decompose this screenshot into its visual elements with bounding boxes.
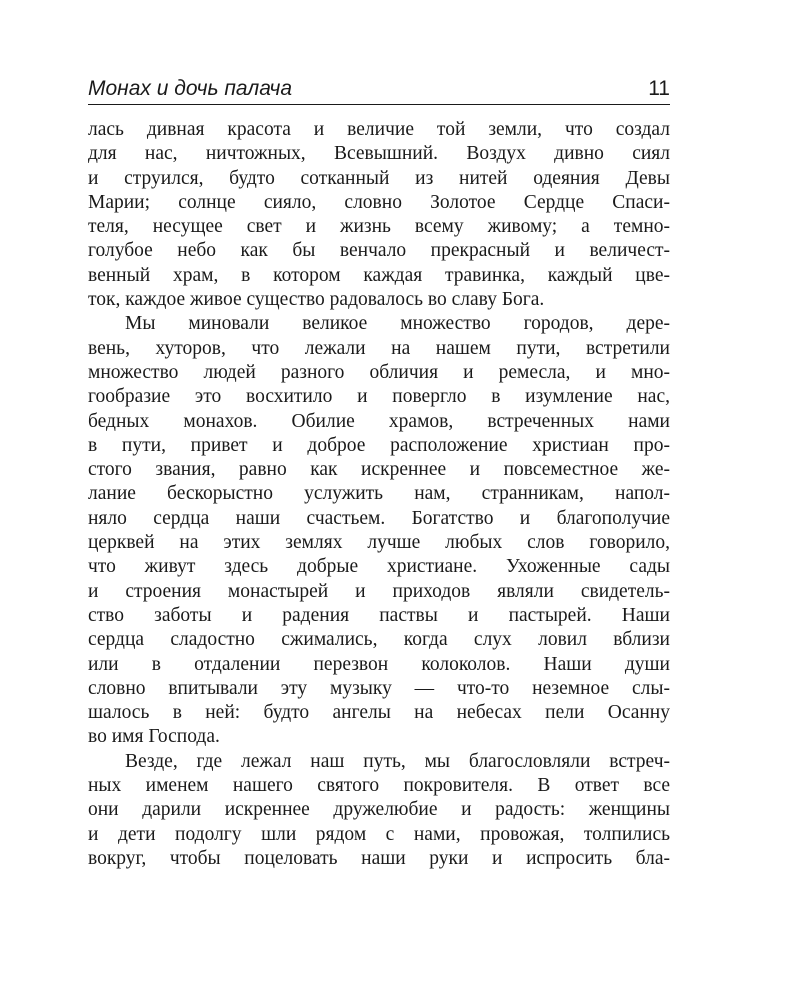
text-line: и струился, будто сотканный из нитей одеяния Девы [88,167,670,189]
page-header [88,76,670,105]
text-line: вокруг, чтобы поцеловать наши руки и испросить бла- [88,847,670,869]
text-line: что живут здесь добрые христиане. Ухоженные сады [88,556,670,578]
page-number: 11 [648,77,670,100]
text-line: бедных монахов. Обилие храмов, встреченных нами [88,410,670,432]
text-line: во имя Господа. [88,726,220,748]
text-line: лась дивная красота и величие той земли, что создал [88,119,670,140]
text-line: вень, хуторов, что лежали на нашем пути, встретили [88,337,670,359]
text-line: Марии; солнце сияло, словно Золотое Сердце Спаси- [88,191,670,213]
text-line: стого звания, равно как искреннее и повсеместное же- [88,459,670,481]
running-title: Монах и дочь палача [88,77,293,100]
text-line: Везде, где лежал наш путь, мы благословляли встреч- [125,750,670,772]
body-text [88,118,670,871]
text-line: и строения монастырей и приходов являли свидетель- [88,580,670,602]
text-line: сердца сладостно сжимались, когда слух ловил вблизи [88,629,670,651]
text-line: теля, несущее свет и жизнь всему живому; а темно- [88,216,670,238]
text-line: голубое небо как бы венчало прекрасный и величест- [88,240,670,262]
text-line: ток, каждое живое существо радовалось во славу Бога. [88,289,545,311]
text-line: церквей на этих землях лучше любых слов говорило, [88,532,670,554]
text-line: они дарили искреннее дружелюбие и радость: женщины [88,799,670,821]
text-line: шалось в ней: будто ангелы на небесах пели Осанну [88,702,670,724]
text-line: словно впитывали эту музыку — что-то неземное слы- [88,677,670,699]
text-line: и дети подолгу шли рядом с нами, провожая, толпились [88,823,670,845]
text-line: лание бескорыстно услужить нам, странникам, напол- [88,483,670,505]
text-line: гообразие это восхитило и повергло в изумление нас, [88,386,670,408]
text-line: ство заботы и радения паствы и пастырей. Наши [88,604,670,626]
text-line: множество людей разного обличия и ремесла, и мно- [88,361,670,383]
text-line: или в отдалении перезвон колоколов. Наши души [88,653,670,675]
text-line: для нас, ничтожных, Всевышний. Воздух дивно сиял [88,143,670,165]
text-line: няло сердца наши счастьем. Богатство и благополучие [88,507,670,529]
text-line: в пути, привет и доброе расположение христиан про- [88,434,670,456]
text-line: венный храм, в котором каждая травинка, каждый цве- [88,264,670,286]
text-line: Мы миновали великое множество городов, дере- [125,313,670,335]
text-line: ных именем нашего святого покровителя. В ответ все [88,775,670,797]
